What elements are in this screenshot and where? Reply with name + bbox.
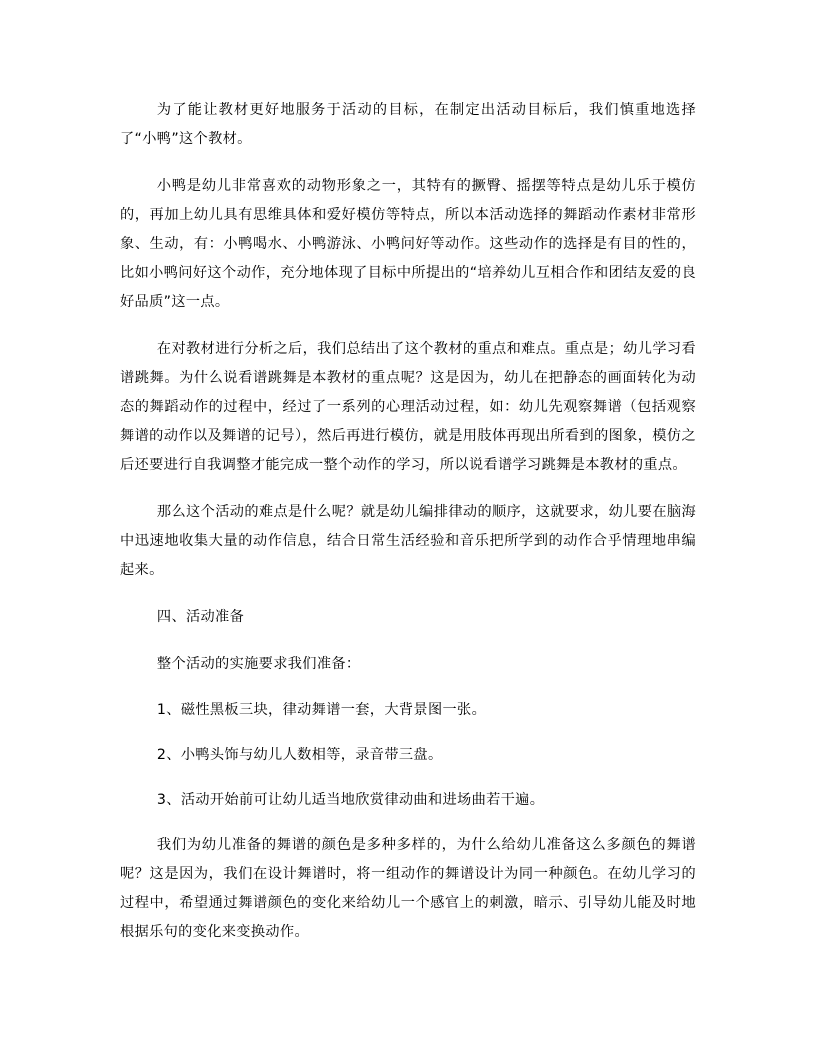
list-item-preparation-2: 2、小鸭头饰与幼儿人数相等，录音带三盘。 [156, 747, 443, 763]
paragraph-dance-score-colors: 我们为幼儿准备的舞谱的颜色是多种多样的，为什么给幼儿准备这么多颜色的舞谱呢？这是因为，我们在设计舞谱时，将一组动作的舞谱设计为同一种颜色。在幼儿学习的过程中，希望通过舞谱颜色的变化来给幼儿一个感官上的刺激，暗示、引导幼儿能及时地根据乐句的变化来变换动作。 [120, 837, 696, 940]
paragraph-key-points: 在对教材进行分析之后，我们总结出了这个教材的重点和难点。重点是；幼儿学习看谱跳舞。为什么说看谱跳舞是本教材的重点呢？这是因为，幼儿在把静态的画面转化为动态的舞蹈动作的过程中，经过了一系列的心理活动过程，如：幼儿先观察舞谱（包括观察舞谱的动作以及舞谱的记号），然后再进行模仿，就是用肢体再现出所看到的图象，模仿之后还要进行自我调整才能完成一整个动作的学习，所以说看谱学习跳舞是本教材的重点。 [120, 341, 696, 473]
section-heading-activity-preparation: 四、活动准备 [156, 609, 245, 625]
list-item-preparation-3: 3、活动开始前可让幼儿适当地欣赏律动曲和进场曲若干遍。 [156, 792, 545, 808]
paragraph-preparation-intro: 整个活动的实施要求我们准备： [156, 656, 361, 672]
document-body [120, 96, 696, 965]
paragraph-difficulties: 那么这个活动的难点是什么呢？就是幼儿编排律动的顺序，这就要求，幼儿要在脑海中迅速地收集大量的动作信息，结合日常生活经验和音乐把所学到的动作合乎情理地串编起来。 [120, 504, 696, 578]
paragraph-duckling-features: 小鸭是幼儿非常喜欢的动物形象之一，其特有的撅臀、摇摆等特点是幼儿乐于模仿的，再加上幼儿具有思维具体和爱好模仿等特点，所以本活动选择的舞蹈动作素材非常形象、生动，有：小鸭喝水、小鸭游泳、小鸭问好等动作。这些动作的选择是有目的性的，比如小鸭问好这个动作，充分地体现了目标中所提出的“培养幼儿互相合作和团结友爱的良好品质”这一点。 [120, 178, 696, 310]
list-item-preparation-1: 1、磁性黑板三块，律动舞谱一套，大背景图一张。 [156, 702, 487, 718]
paragraph-material-choice: 为了能让教材更好地服务于活动的目标，在制定出活动目标后，我们慎重地选择了“小鸭”这个教材。 [120, 102, 696, 147]
